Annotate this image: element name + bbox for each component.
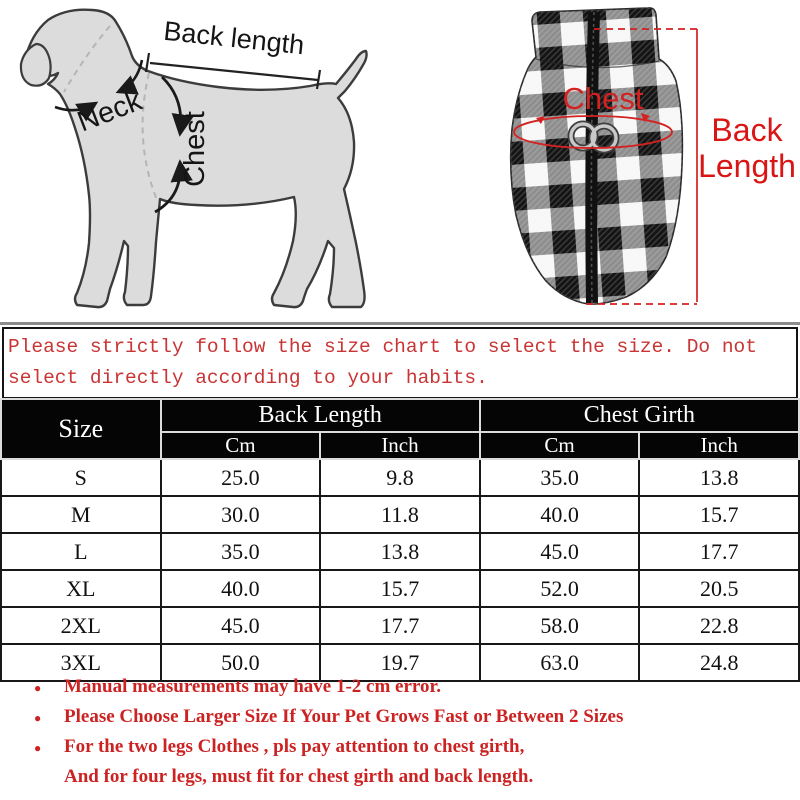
unit-header-inch: Inch [639,432,799,459]
note-text: For the two legs Clothes , pls pay attention to chest girth, [64,736,525,757]
table-cell: 52.0 [480,570,640,607]
table-cell: 3XL [1,644,161,681]
vest-product-photo [490,5,800,317]
table-cell: 13.8 [320,533,480,570]
unit-header-inch: Inch [320,432,480,459]
note-text: Manual measurements may have 1-2 cm error. [64,676,441,697]
table-row [1,533,799,570]
vest-length-label: Length [698,148,796,184]
table-cell: 24.8 [639,644,799,681]
size-table [0,398,800,682]
table-row [1,459,799,496]
table-cell: 15.7 [320,570,480,607]
table-cell: S [1,459,161,496]
table-cell: 19.7 [320,644,480,681]
unit-header-cm: Cm [480,432,640,459]
vest-chest-label: Chest [562,81,644,116]
chest-girth-group-header: Chest Girth [480,399,799,432]
table-cell: 13.8 [639,459,799,496]
table-cell: L [1,533,161,570]
dog-measurement-diagram [0,0,400,330]
table-cell: 50.0 [161,644,321,681]
vest-back-label: Back [711,112,783,148]
note-item [30,736,796,766]
table-cell: 9.8 [320,459,480,496]
table-cell: 40.0 [480,496,640,533]
unit-header-cm: Cm [161,432,321,459]
back-length-diagram-label: Back length [162,15,306,61]
note-text: Please Choose Larger Size If Your Pet Grows Fast or Between 2 Sizes [64,706,624,727]
table-cell: 20.5 [639,570,799,607]
table-cell: 45.0 [480,533,640,570]
footnotes [30,676,796,796]
table-cell: 2XL [1,607,161,644]
table-cell: 22.8 [639,607,799,644]
bullet-icon: ● [34,741,42,755]
bullet-icon: ● [34,711,42,725]
table-cell: 35.0 [161,533,321,570]
size-column-header: Size [1,399,161,459]
notice-line-1: Please strictly follow the size chart to select the size. Do not [8,336,757,358]
note-item [30,766,796,796]
section-divider [0,322,800,325]
table-row [1,570,799,607]
table-cell: 58.0 [480,607,640,644]
table-cell: 63.0 [480,644,640,681]
back-length-group-header: Back Length [161,399,480,432]
table-row [1,496,799,533]
notice-box [2,327,798,399]
table-cell: 45.0 [161,607,321,644]
note-item [30,706,796,736]
table-cell: M [1,496,161,533]
table-cell: 11.8 [320,496,480,533]
note-text: And for four legs, must fit for chest girth and back length. [64,766,534,787]
dog-ear-icon [21,44,51,86]
table-cell: 30.0 [161,496,321,533]
table-cell: 25.0 [161,459,321,496]
table-header-row [1,399,799,432]
neck-label: Neck [73,84,147,139]
plaid-vest [511,8,683,304]
chest-label: Chest [179,111,211,187]
table-cell: 15.7 [639,496,799,533]
table-cell: 17.7 [320,607,480,644]
note-item [30,676,796,706]
table-cell: 35.0 [480,459,640,496]
table-cell: 40.0 [161,570,321,607]
notice-line-2: select directly according to your habits. [8,367,488,389]
bullet-icon: ● [34,681,42,695]
table-cell: 17.7 [639,533,799,570]
table-row [1,607,799,644]
table-cell: XL [1,570,161,607]
